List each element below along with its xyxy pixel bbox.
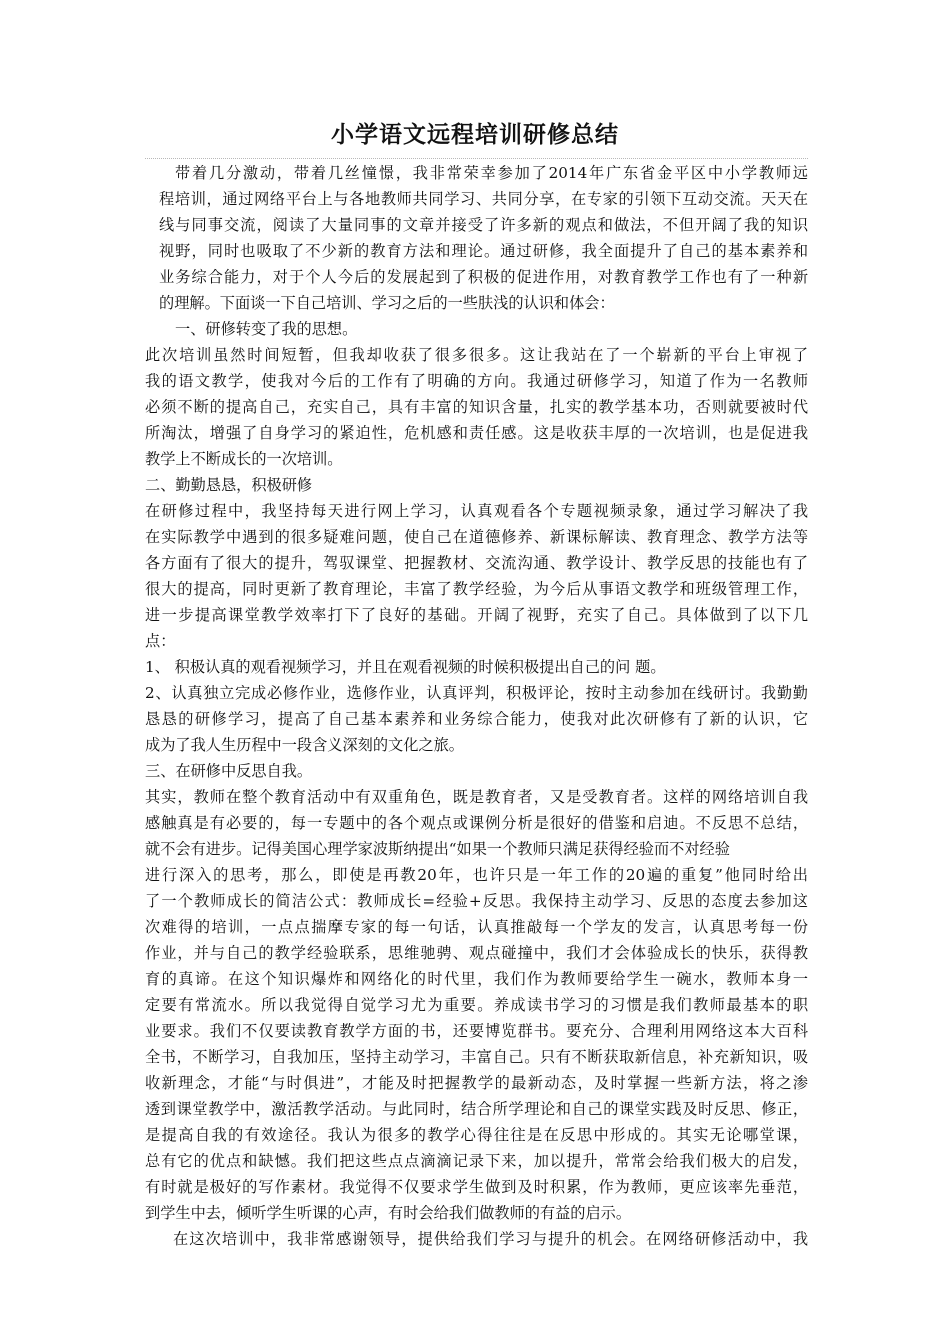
body-line: 很大的提高，同时更新了教育理论，丰富了教学经验，为今后从事语文教学和班级管理工作， xyxy=(145,580,808,598)
body-line: 收新理念，才能“与时俱进”，才能及时把握教学的最新动态，及时掌握一些新方法，将之渗 xyxy=(145,1074,808,1092)
body-line: 全书，不断学习，自我加压，坚持主动学习，丰富自己。只有不断获取新信息，补充新知识，吸 xyxy=(145,1048,808,1066)
body-line: 透到课堂教学中，激活教学活动。与此同时，结合所学理论和自己的课堂实践及时反思、修正， xyxy=(145,1100,808,1118)
body-line: 定要有常流水。所以我觉得自觉学习尤为重要。养成读书学习的习惯是我们教师最基本的职 xyxy=(145,996,808,1014)
body-line: 就不会有进步。记得美国心理学家波斯纳提出“如果一个教师只满足获得经验而不对经验 xyxy=(145,840,730,858)
body-line: 的理解。下面谈一下自己培训、学习之后的一些肤浅的认识和体会： xyxy=(159,294,615,312)
body-line: 其实，教师在整个教育活动中有双重角色，既是教育者，又是受教育者。这样的网络培训自我 xyxy=(145,788,808,806)
body-line: 一、研修转变了我的思想。 xyxy=(175,320,358,338)
body-line: 程培训，通过网络平台上与各地教师共同学习、共同分享，在专家的引领下互动交流。天天在 xyxy=(159,190,808,208)
body-line: 各方面有了很大的提升，驾驭课堂、把握教材、交流沟通、教学设计、教学反思的技能也有了 xyxy=(145,554,808,572)
document-title: 小学语文远程培训研修总结 xyxy=(331,122,619,148)
body-line: 进行深入的思考，那么，即使是再教20年，也许只是一年工作的20遍的重复”他同时给出 xyxy=(145,866,808,884)
body-line: 视野，同时也吸取了不少新的教育方法和理论。通过研修，我全面提升了自己的基本素养和 xyxy=(159,242,808,260)
body-line: 了一个教师成长的简洁公式：教师成长=经验+反思。我保持主动学习、反思的态度去参加这 xyxy=(145,892,808,910)
body-line: 点： xyxy=(145,632,176,650)
body-line: 教学上不断成长的一次培训。 xyxy=(145,450,343,468)
body-line: 是提高自我的有效途径。我认为很多的教学心得往往是在反思中形成的。其实无论哪堂课， xyxy=(145,1126,808,1144)
body-line: 在实际教学中遇到的很多疑难问题，使自己在道德修养、新课标解读、教育理念、教学方法等 xyxy=(145,528,808,546)
body-line: 作业，并与自己的教学经验联系，思维驰骋、观点碰撞中，我们才会体验成长的快乐，获得教 xyxy=(145,944,808,962)
body-line: 必须不断的提高自己，充实自己，具有丰富的知识含量，扎实的教学基本功，否则就要被时代 xyxy=(145,398,808,416)
body-line: 育的真谛。在这个知识爆炸和网络化的时代里，我们作为教师要给学生一碗水，教师本身一 xyxy=(145,970,808,988)
body-line: 总有它的优点和缺憾。我们把这些点点滴滴记录下来，加以提升，常常会给我们极大的启发， xyxy=(145,1152,808,1170)
body-line: 业要求。我们不仅要读教育教学方面的书，还要博览群书。要充分、合理利用网络这本大百科 xyxy=(145,1022,808,1040)
title-divider xyxy=(145,158,808,159)
body-line: 在这次培训中，我非常感谢领导，提供给我们学习与提升的机会。在网络研修活动中，我 xyxy=(173,1230,808,1248)
body-line: 次难得的培训，一点点揣摩专家的每一句话，认真推敲每一个学友的发言，认真思考每一份 xyxy=(145,918,808,936)
body-line: 业务综合能力，对于个人今后的发展起到了积极的促进作用，对教育教学工作也有了一种新 xyxy=(159,268,808,286)
body-line: 恳恳的研修学习，提高了自己基本素养和业务综合能力，使我对此次研修有了新的认识，它 xyxy=(145,710,808,728)
body-line: 此次培训虽然时间短暂，但我却收获了很多很多。这让我站在了一个崭新的平台上审视了 xyxy=(145,346,808,364)
document-body xyxy=(145,160,808,1252)
body-line: 有时就是极好的写作素材。我觉得不仅要求学生做到及时积累，作为教师，更应该率先垂范， xyxy=(145,1178,808,1196)
body-line: 进一步提高课堂教学效率打下了良好的基础。开阔了视野，充实了自己。具体做到了以下几 xyxy=(145,606,808,624)
body-line: 1、 积极认真的观看视频学习，并且在观看视频的时候积极提出自己的问 题。 xyxy=(145,658,666,676)
body-line: 感触真是有必要的，每一专题中的各个观点或课例分析是很好的借鉴和启迪。不反思不总结， xyxy=(145,814,808,832)
body-line: 二、勤勤恳恳，积极研修 xyxy=(145,476,313,494)
body-line: 成为了我人生历程中一段含义深刻的文化之旅。 xyxy=(145,736,464,754)
body-line: 带着几分激动，带着几丝憧憬，我非常荣幸参加了2014年广东省金平区中小学教师远 xyxy=(175,164,808,182)
body-line: 在研修过程中，我坚持每天进行网上学习，认真观看各个专题视频录象，通过学习解决了我 xyxy=(145,502,808,520)
body-line: 三、在研修中反思自我。 xyxy=(145,762,313,780)
body-line: 我的语文教学，使我对今后的工作有了明确的方向。我通过研修学习，知道了作为一名教师 xyxy=(145,372,808,390)
body-line: 所淘汰，增强了自身学习的紧迫性，危机感和责任感。这是收获丰厚的一次培训，也是促进我 xyxy=(145,424,808,442)
body-line: 线与同事交流，阅读了大量同事的文章并接受了许多新的观点和做法，不但开阔了我的知识 xyxy=(159,216,808,234)
body-line: 到学生中去，倾听学生听课的心声，有时会给我们做教师的有益的启示。 xyxy=(145,1204,631,1222)
body-line: 2、认真独立完成必修作业，选修作业，认真评判，积极评论，按时主动参加在线研讨。我勤勤 xyxy=(145,684,808,702)
